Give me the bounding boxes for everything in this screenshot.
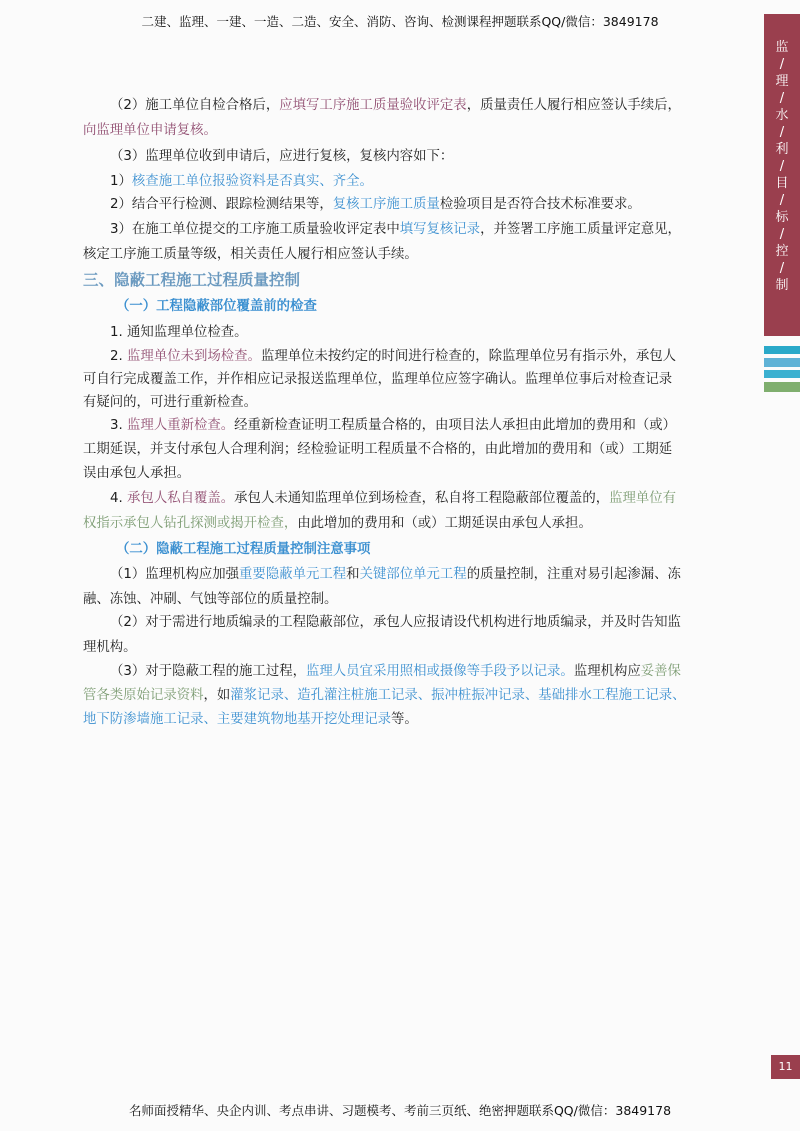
- footer-banner: 名师面授精华、央企内训、考点串讲、习题模考、考前三页纸、绝密押题联系QQ/微信：3849178: [128, 1103, 672, 1118]
- subsection-heading: （二）隐蔽工程施工过程质量控制注意事项: [116, 542, 371, 557]
- decorative-stripe: [764, 382, 800, 392]
- paragraph-line: 地下防渗墙施工记录、主要建筑物地基开挖处理记录等。: [83, 712, 418, 727]
- paragraph-line: 融、冻蚀、冲刷、气蚀等部位的质量控制。: [83, 592, 338, 607]
- page-number: 11: [771, 1055, 800, 1079]
- header-banner: 二建、监理、一建、一造、二造、安全、消防、咨询、检测课程押题联系QQ/微信：3849178: [141, 14, 659, 29]
- paragraph-line: （3）对于隐蔽工程的施工过程，监理人员宜采用照相或摄像等手段予以记录。监理机构应妥善保: [110, 664, 681, 679]
- section-heading: 三、隐蔽工程施工过程质量控制: [83, 271, 301, 289]
- paragraph-line: 向监理单位申请复核。: [83, 123, 217, 138]
- paragraph-line: 权指示承包人钻孔探测或揭开检查，由此增加的费用和（或）工期延误由承包人承担。: [83, 516, 592, 531]
- paragraph-line: 1）核查施工单位报验资料是否真实、齐全。: [110, 174, 373, 189]
- paragraph-line: 1. 通知监理单位检查。: [110, 325, 248, 340]
- paragraph-line: 2. 监理单位未到场检查。监理单位未按约定的时间进行检查的，除监理单位另有指示外，承包人: [110, 349, 677, 364]
- chapter-side-tab: [764, 14, 800, 336]
- paragraph-line: （1）监理机构应加强重要隐蔽单元工程和关键部位单元工程的质量控制，注重对易引起渗漏、冻: [110, 567, 681, 582]
- paragraph-line: 工期延误，并支付承包人合理利润；经检验证明工程质量不合格的，由此增加的费用和（或）工期延: [83, 442, 673, 457]
- paragraph-line: （2）对于需进行地质编录的工程隐蔽部位，承包人应报请设代机构进行地质编录，并及时告知监: [110, 615, 681, 630]
- paragraph-line: 理机构。: [83, 640, 137, 655]
- paragraph-line: 有疑问的，可进行重新检查。: [83, 395, 258, 410]
- decorative-stripe: [764, 346, 800, 354]
- subsection-heading: （一）工程隐蔽部位覆盖前的检查: [116, 299, 317, 314]
- paragraph-line: 可自行完成覆盖工作，并作相应记录报送监理单位，监理单位应签字确认。监理单位事后对检查记录: [83, 372, 673, 387]
- paragraph-line: 误由承包人承担。: [83, 466, 191, 481]
- paragraph-line: 管各类原始记录资料，如灌浆记录、造孔灌注桩施工记录、振冲桩振冲记录、基础排水工程施工记录、: [83, 688, 686, 703]
- decorative-stripe: [764, 370, 800, 378]
- decorative-stripe: [764, 358, 800, 367]
- paragraph-line: （3）监理单位收到申请后，应进行复核，复核内容如下：: [110, 149, 454, 164]
- paragraph-line: 3. 监理人重新检查。经重新检查证明工程质量合格的，由项目法人承担由此增加的费用和（或）: [110, 418, 677, 433]
- side-tab-text: 监 / 理 / 水 / 利 / 目 / 标 / 控 / 制: [775, 40, 789, 293]
- paragraph-line: 2）结合平行检测、跟踪检测结果等，复核工序施工质量检验项目是否符合技术标准要求。: [110, 197, 641, 212]
- paragraph-line: 4. 承包人私自覆盖。承包人未通知监理单位到场检查，私自将工程隐蔽部位覆盖的，监理单位有: [110, 491, 677, 506]
- paragraph-line: （2）施工单位自检合格后，应填写工序施工质量验收评定表，质量责任人履行相应签认手续后，: [110, 98, 681, 113]
- paragraph-line: 核定工序施工质量等级，相关责任人履行相应签认手续。: [83, 247, 418, 262]
- paragraph-line: 3）在施工单位提交的工序施工质量验收评定表中填写复核记录，并签署工序施工质量评定意见，: [110, 222, 681, 237]
